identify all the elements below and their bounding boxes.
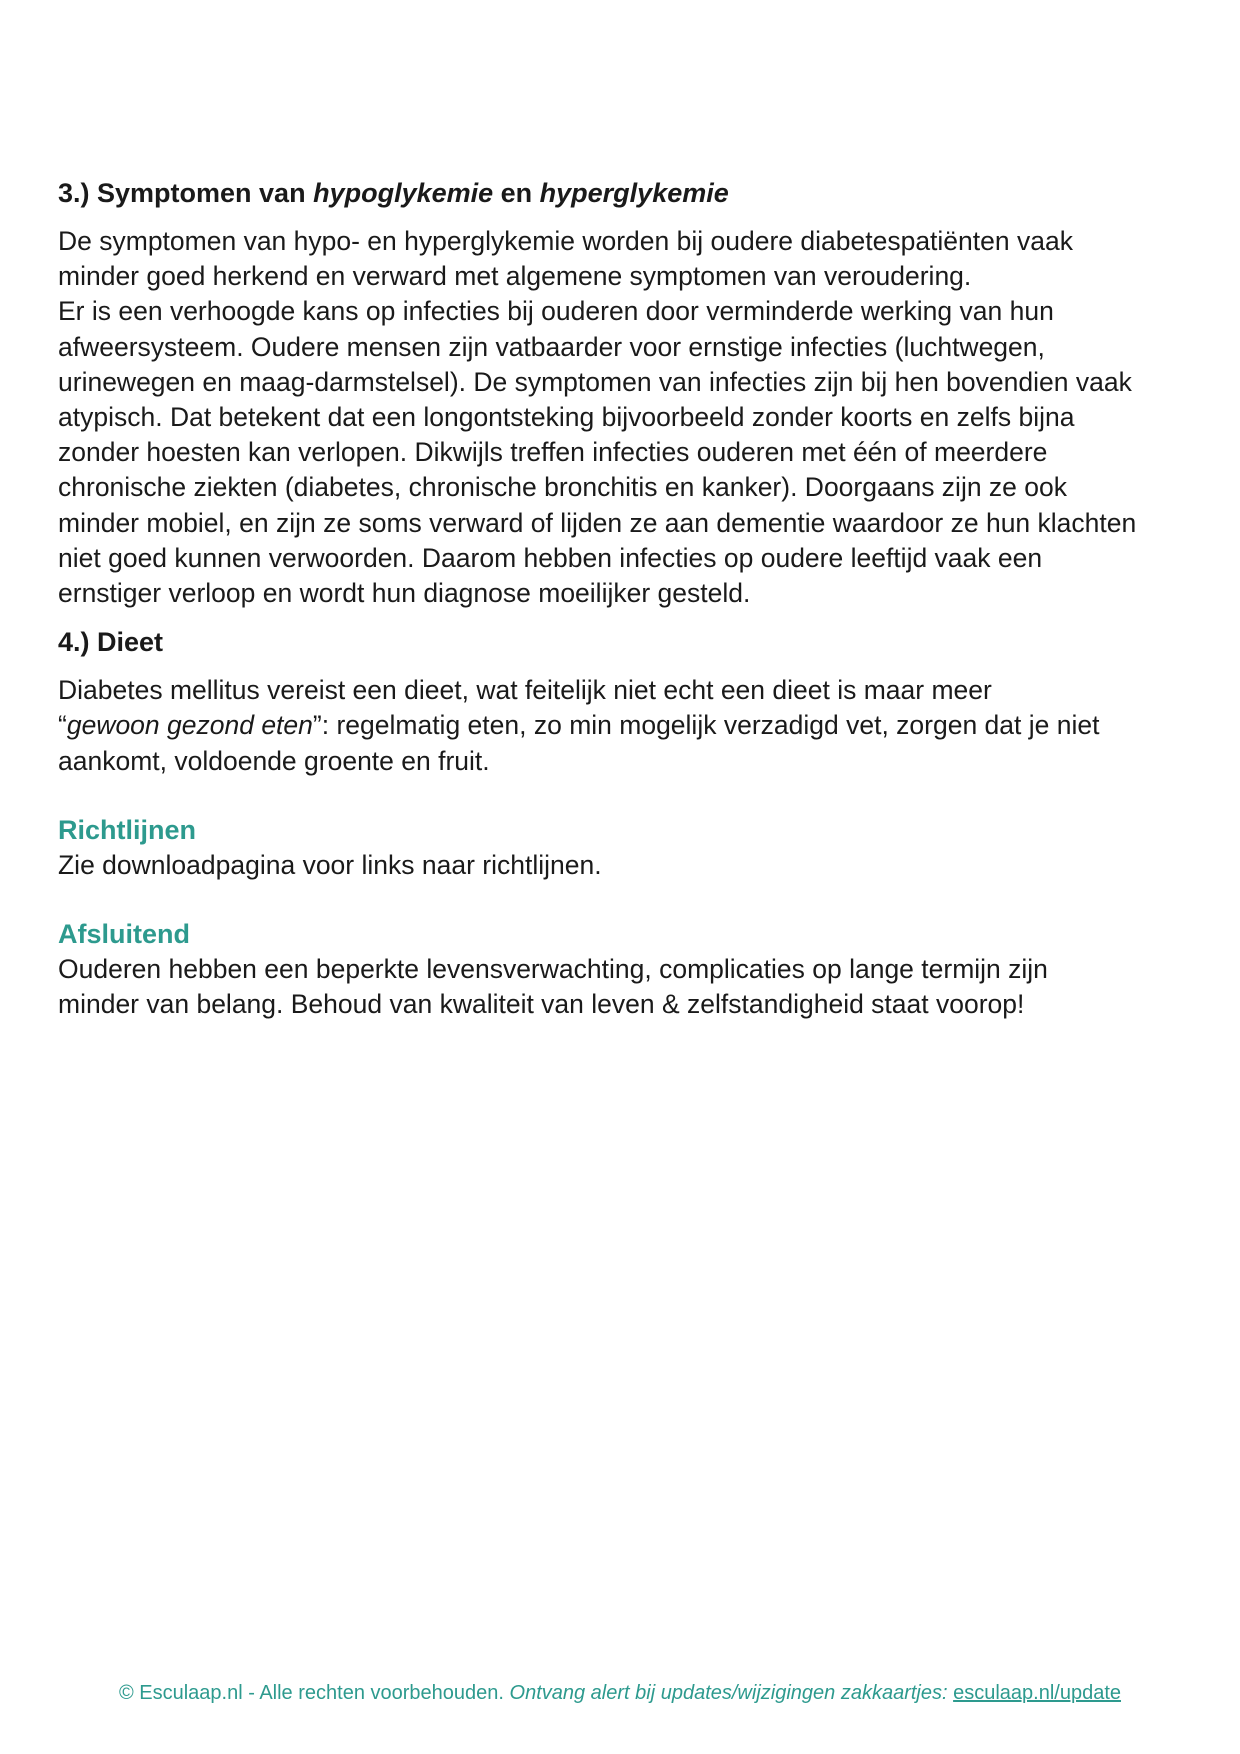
section-3-line: ernstiger verloop en wordt hun diagnose moeilijker gesteld. <box>58 578 751 609</box>
footer-copyright: © Esculaap.nl - Alle rechten voorbehouden. <box>118 1682 510 1704</box>
section-3-line: minder mobiel, en zijn ze soms verward of lijden ze aan dementie waardoor ze hun klachten <box>58 507 1137 538</box>
section-4-line <box>58 708 1188 743</box>
section-3-term-hypoglykemie: hypoglykemie <box>313 178 494 208</box>
section-3-line: atypisch. Dat betekent dat een longontsteking bijvoorbeeld zonder koorts en zelfs bijna <box>58 402 1075 433</box>
section-3-term-hyperglykemie: hyperglykemie <box>539 178 729 208</box>
gezond-eten-phrase: gewoon gezond eten <box>66 710 313 741</box>
afsluitend-heading: Afsluitend <box>58 919 190 950</box>
section-3-line: chronische ziekten (diabetes, chronische bronchitis en kanker). Doorgaans zijn ze ook <box>58 472 1068 503</box>
open-quote: “ <box>58 710 67 741</box>
footer-alert-text: Ontvang alert bij updates/wijzigingen zakkaartjes: <box>509 1682 954 1704</box>
document-content <box>58 176 1188 1022</box>
section-4-line: Diabetes mellitus vereist een dieet, wat feitelijk niet echt een dieet is maar meer <box>58 675 992 706</box>
richtlijnen-text: Zie downloadpagina voor links naar richtlijnen. <box>58 849 602 880</box>
section-4-line: aankomt, voldoende groente en fruit. <box>58 745 490 776</box>
section-3-line: urinewegen en maag-darmstelsel). De symptomen van infecties zijn bij hen bovendien vaak <box>58 366 1132 397</box>
section-3-line: afweersysteem. Oudere mensen zijn vatbaarder voor ernstige infecties (luchtwegen, <box>58 331 1045 362</box>
afsluitend-line: minder van belang. Behoud van kwaliteit van leven & zelfstandigheid staat voorop! <box>58 989 1025 1020</box>
section-3-heading <box>58 176 1188 210</box>
section-3-line: niet goed kunnen verwoorden. Daarom hebben infecties op oudere leeftijd vaak een <box>58 542 1043 573</box>
section-3-line: zonder hoesten kan verlopen. Dikwijls treffen infecties ouderen met één of meerdere <box>58 437 1048 468</box>
section-3-paragraph <box>58 224 1188 611</box>
section-4-paragraph <box>58 673 1188 779</box>
section-3-line: Er is een verhoogde kans op infecties bij ouderen door verminderde werking van hun <box>58 296 1054 327</box>
section-3-line: minder goed herkend en verward met algemene symptomen van veroudering. <box>58 261 972 292</box>
afsluitend-line: Ouderen hebben een beperkte levensverwachting, complicaties op lange termijn zijn <box>58 954 1048 985</box>
section-3-line: De symptomen van hypo- en hyperglykemie worden bij oudere diabetespatiënten vaak <box>58 226 1073 256</box>
section-4-heading: 4.) Dieet <box>58 627 164 658</box>
afsluitend-paragraph <box>58 952 1188 1022</box>
page-footer <box>0 1680 1240 1706</box>
footer-update-link[interactable]: esculaap.nl/update <box>953 1682 1122 1704</box>
section-3-heading-prefix: 3.) Symptomen van <box>58 178 314 208</box>
richtlijnen-heading: Richtlijnen <box>58 814 197 845</box>
section-4-line-rest: ”: regelmatig eten, zo min mogelijk verzadigd vet, zorgen dat je niet <box>312 710 1100 741</box>
section-3-heading-mid: en <box>493 178 540 208</box>
